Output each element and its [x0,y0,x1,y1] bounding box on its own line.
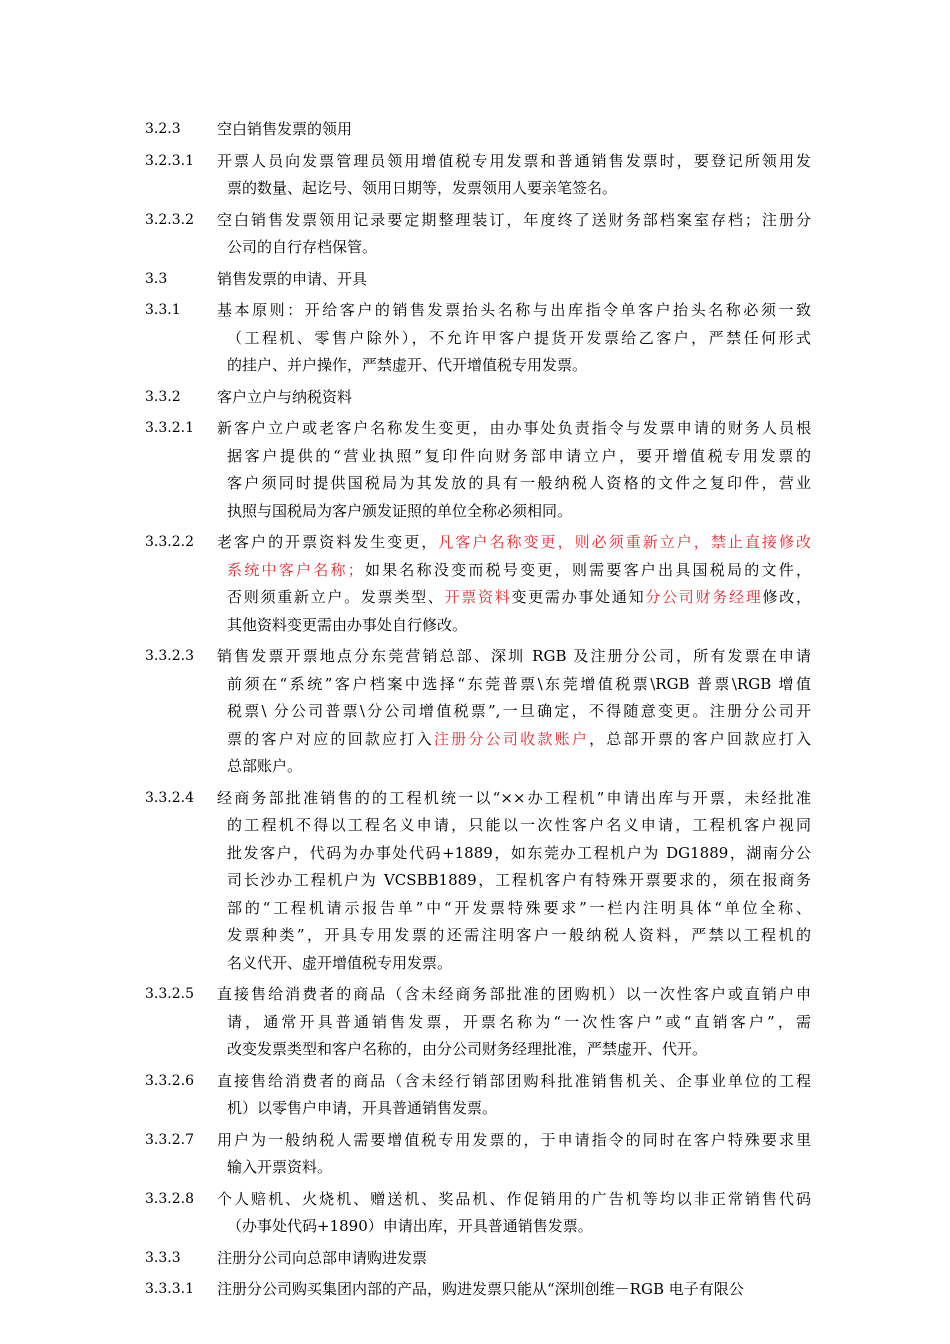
text-line [217,1245,811,1273]
text-segment: 总部账户。 [227,757,303,775]
text-segment: 票的客户对应的回款应打入 [227,729,434,748]
section-number: 3.3.2.5 [145,986,194,1002]
section-number: 3.3.2.6 [145,1072,194,1089]
section-text [217,266,811,294]
text-line [217,557,811,585]
text-segment: ，总部开票的客户回款应打入 [589,729,811,748]
text-segment: 发票种类”，开具专用发票的还需注明客户一般纳税人资料，严禁以工程机的 [227,926,811,944]
section-number: 3.3.2.2 [145,534,194,550]
section-text [217,1068,811,1123]
text-line [217,726,811,754]
section-text [217,384,811,412]
section-text [217,415,811,525]
text-line [217,922,811,950]
text-line [217,352,811,380]
section-text [217,1245,811,1273]
text-line [217,1213,811,1241]
text-line [217,415,811,443]
text-line [217,1068,811,1096]
text-line [217,175,811,203]
text-segment: 基本原则：开给客户的销售发票抬头名称与出库指令单客户抬头名称必须一致 [217,301,811,319]
text-segment: 直接售给消费者的商品（含未经商务部批准的团购机）以一次性客户或直销户申 [217,985,811,1003]
text-line [217,1154,811,1182]
text-segment: 名义代开、虚开增值税专用发票。 [227,953,453,972]
section-text [217,785,811,978]
section-number: 3.3.2.3 [145,648,194,664]
text-line [217,470,811,498]
text-segment: 否则须重新立户。发票类型、 [227,588,445,606]
section-text [217,297,811,380]
text-segment: 修改， [762,588,811,606]
section-number: 3.2.3.2 [145,211,194,228]
highlighted-text: 系统中客户名称； [227,560,363,579]
text-segment: 变更需办事处通知 [511,588,646,606]
text-line [217,297,811,325]
section-number: 3.3.2 [145,388,181,405]
highlighted-text: 开票资料 [444,588,512,606]
text-line [217,234,811,262]
text-line [217,529,811,557]
text-segment: 用户为一般纳税人需要增值税专用发票的，于申请指令的同时在客户特殊要求里 [217,1130,811,1149]
text-segment: 司长沙办工程机户为 VCSBB1889，工程机客户有特殊开票要求的，须在报商务 [227,871,811,889]
section-text [217,1186,811,1241]
text-segment: 经商务部批准销售的的工程机统一以“××办工程机”申请出库与开票，未经批准 [217,788,811,807]
text-line [217,1276,811,1304]
text-line [217,643,811,671]
text-line [217,1009,811,1037]
text-segment: 老客户的开票资料发生变更， [217,533,439,551]
text-segment: 空白销售发票领用记录要定期整理装订，年度终了送财务部档案室存档；注册分 [217,210,811,229]
text-line [217,266,811,294]
text-line [217,698,811,726]
text-segment: 直接售给消费者的商品（含未经行销部团购科批准销售机关、企事业单位的工程 [217,1071,811,1090]
text-segment: 改变发票类型和客户名称的，由分公司财务经理批准，严禁虚开、代开。 [227,1040,708,1058]
text-segment: 客户须同时提供国税局为其发放的具有一般纳税人资格的文件之复印件，营业 [227,474,811,492]
text-segment: 销售发票的申请、开具 [217,269,368,288]
section-number: 3.3.3.1 [145,1281,194,1297]
text-line [217,584,811,612]
highlighted-text: 注册分公司收款账户 [433,729,590,748]
text-line [217,1127,811,1155]
text-segment: 请，通常开具普通销售发票，开票名称为“一次性客户”或“直销客户”，需 [227,1012,811,1031]
text-line [217,207,811,235]
section-text [217,207,811,262]
text-segment: 新客户立户或老客户名称发生变更，由办事处负责指令与发票申请的财务人员根 [217,419,811,437]
text-segment: 执照与国税局为客户颁发证照的单位全称必须相同。 [227,501,573,520]
text-line [217,116,811,144]
section-text [217,1127,811,1182]
section-number: 3.3.2.8 [145,1190,194,1207]
section-number: 3.2.3.1 [145,152,194,169]
text-segment: 公司的自行存档保管。 [227,238,378,256]
section-text [217,116,811,144]
section-number: 3.3 [145,270,168,287]
highlighted-text: 分公司财务经理 [645,588,763,606]
text-segment: 输入开票资料。 [227,1158,333,1176]
text-segment: 票的数量、起讫号、领用日期等，发票领用人要亲笔签名。 [227,179,618,197]
section-number: 3.3.2.1 [145,420,194,436]
text-line [217,612,811,640]
text-line [217,753,811,781]
section-text [217,643,811,781]
text-segment: （办事处代码+1890）申请出库，开具普通销售发票。 [227,1217,593,1235]
text-segment: 部的“工程机请示报告单”中“开发票特殊要求”一栏内注明具体“单位全称、 [227,898,811,917]
section-text [217,148,811,203]
text-line [217,384,811,412]
text-segment: 税票\ 分公司普票\分公司增值税票”,一旦确定，不得随意变更。注册分公司开 [227,702,811,720]
text-segment: 批发客户，代码为办事处代码+1889，如东莞办工程机户为 DG1889，湖南分公 [227,843,811,862]
text-line [217,443,811,471]
text-line [217,812,811,840]
section-text [217,1276,811,1304]
text-segment: 客户立户与纳税资料 [217,387,353,406]
text-segment: （工程机、零售户除外），不允许甲客户提货开发票给乙客户，严禁任何形式 [227,328,811,347]
text-line [217,840,811,868]
text-segment: 的工程机不得以工程名义申请，只能以一次性客户名义申请，工程机客户视同 [227,816,811,834]
text-line [217,785,811,813]
text-line [217,498,811,526]
text-segment: 空白销售发票的领用 [217,120,353,138]
text-segment: 注册分公司购买集团内部的产品，购进发票只能从“深圳创维－RGB 电子有限公 [217,1280,744,1298]
text-segment: 机）以零售户申请，开具普通销售发票。 [227,1099,498,1117]
section-number: 3.3.2.4 [145,789,194,806]
text-segment: 个人赔机、火烧机、赠送机、奖品机、作促销用的广告机等均以非正常销售代码 [217,1189,811,1208]
text-line [217,1095,811,1123]
section-number: 3.3.1 [145,302,181,318]
text-segment: 前须在“系统”客户档案中选择“东莞普票\东莞增值税票\RGB 普票\RGB 增值 [227,674,811,693]
text-segment: 开票人员向发票管理员领用增值税专用发票和普通销售发票时，要登记所领用发 [217,151,811,170]
text-line [217,1186,811,1214]
text-line [217,148,811,176]
text-segment: 如果名称没变而税号变更，则需要客户出具国税局的文件， [362,560,811,579]
text-segment: 注册分公司向总部申请购进发票 [217,1248,428,1267]
highlighted-text: 凡客户名称变更，则必须重新立户，禁止直接修改 [438,533,811,551]
section-number: 3.3.2.7 [145,1131,194,1148]
text-segment: 的挂户、并户操作，严禁虚开、代开增值税专用发票。 [227,356,588,374]
text-line [217,671,811,699]
section-number: 3.2.3 [145,121,181,137]
text-line [217,867,811,895]
text-line [217,950,811,978]
text-line [217,981,811,1009]
text-segment: 其他资料变更需由办事处自行修改。 [227,615,468,634]
section-number: 3.3.3 [145,1249,181,1266]
text-line [217,325,811,353]
text-segment: 据客户提供的“营业执照”复印件向财务部申请立户，要开增值税专用发票的 [227,446,811,465]
section-text [217,529,811,639]
text-line [217,895,811,923]
section-text [217,981,811,1064]
text-segment: 销售发票开票地点分东莞营销总部、深圳 RGB 及注册分公司，所有发票在申请 [217,647,811,665]
text-line [217,1036,811,1064]
